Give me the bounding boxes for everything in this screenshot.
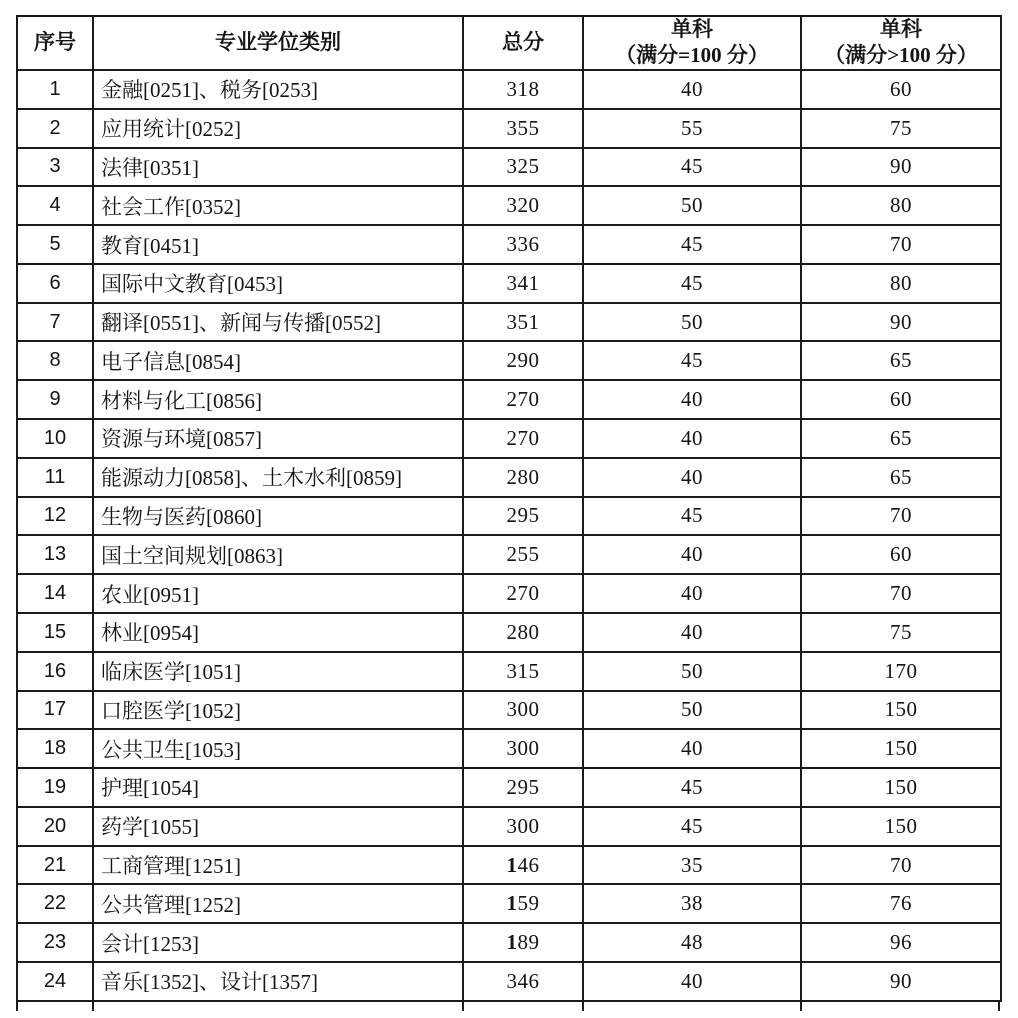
- single-over-100-cell: 70: [801, 846, 1001, 885]
- header-no: 序号: [17, 16, 93, 70]
- single-100-cell: 45: [583, 807, 801, 846]
- table-row: [17, 148, 1001, 187]
- single-100-cell: 38: [583, 884, 801, 923]
- row-number-cell: 16: [17, 652, 93, 691]
- category-cell: 口腔医学[1052]: [93, 691, 463, 730]
- total-score-cell: 280: [463, 613, 583, 652]
- total-score-cell: 341: [463, 264, 583, 303]
- row-number-cell: 1: [17, 70, 93, 109]
- total-score-cell: 355: [463, 109, 583, 148]
- table-row: [17, 303, 1001, 342]
- category-cell: 金融[0251]、税务[0253]: [93, 70, 463, 109]
- table-row: [17, 70, 1001, 109]
- single-100-cell: 40: [583, 613, 801, 652]
- single-over-100-cell: 90: [801, 303, 1001, 342]
- cutoff-row-line-stub: [92, 1001, 94, 1011]
- table-row: [17, 535, 1001, 574]
- table-row: [17, 962, 1001, 1001]
- single-100-cell: 40: [583, 535, 801, 574]
- table-row: [17, 884, 1001, 923]
- row-number-cell: 9: [17, 380, 93, 419]
- row-number-cell: 24: [17, 962, 93, 1001]
- total-score-cell: 255: [463, 535, 583, 574]
- table-row: [17, 574, 1001, 613]
- single-100-cell: 40: [583, 962, 801, 1001]
- total-score-cell: 270: [463, 419, 583, 458]
- table-row: [17, 652, 1001, 691]
- category-cell: 会计[1253]: [93, 923, 463, 962]
- single-100-cell: 40: [583, 458, 801, 497]
- header-single-subject-100: [583, 16, 801, 70]
- category-cell: 音乐[1352]、设计[1357]: [93, 962, 463, 1001]
- category-cell: 国际中文教育[0453]: [93, 264, 463, 303]
- category-cell: 临床医学[1051]: [93, 652, 463, 691]
- row-number-cell: 21: [17, 846, 93, 885]
- row-number-cell: 19: [17, 768, 93, 807]
- total-score-cell: 346: [463, 962, 583, 1001]
- header-single-subject-over-100-line2: （满分>100 分）: [824, 43, 978, 67]
- table-row: [17, 613, 1001, 652]
- table-row: [17, 807, 1001, 846]
- single-over-100-cell: 76: [801, 884, 1001, 923]
- table-row: [17, 419, 1001, 458]
- table-row: [17, 186, 1001, 225]
- single-over-100-cell: 75: [801, 613, 1001, 652]
- category-cell: 应用统计[0252]: [93, 109, 463, 148]
- category-cell: 教育[0451]: [93, 225, 463, 264]
- single-100-cell: 45: [583, 264, 801, 303]
- category-cell: 资源与环境[0857]: [93, 419, 463, 458]
- total-score-cell: 280: [463, 458, 583, 497]
- row-number-cell: 7: [17, 303, 93, 342]
- total-score-cell: 270: [463, 574, 583, 613]
- total-score-cell: 295: [463, 497, 583, 536]
- total-score-cell: 270: [463, 380, 583, 419]
- table-row: [17, 458, 1001, 497]
- category-cell: 能源动力[0858]、土木水利[0859]: [93, 458, 463, 497]
- single-over-100-cell: 150: [801, 768, 1001, 807]
- category-cell: 林业[0954]: [93, 613, 463, 652]
- table-header: [17, 16, 1001, 70]
- single-over-100-cell: 65: [801, 419, 1001, 458]
- single-100-cell: 48: [583, 923, 801, 962]
- category-cell: 公共管理[1252]: [93, 884, 463, 923]
- category-cell: 护理[1054]: [93, 768, 463, 807]
- total-score-cell: 318: [463, 70, 583, 109]
- single-over-100-cell: 80: [801, 186, 1001, 225]
- table-row: [17, 497, 1001, 536]
- category-cell: 法律[0351]: [93, 148, 463, 187]
- single-over-100-cell: 70: [801, 497, 1001, 536]
- total-score-cell: 300: [463, 729, 583, 768]
- category-cell: 公共卫生[1053]: [93, 729, 463, 768]
- score-table: [16, 15, 1002, 1002]
- cutoff-row-line-stub: [16, 1001, 18, 1011]
- single-100-cell: 50: [583, 691, 801, 730]
- table-row: [17, 691, 1001, 730]
- single-over-100-cell: 90: [801, 148, 1001, 187]
- single-100-cell: 40: [583, 70, 801, 109]
- total-score-cell: 300: [463, 807, 583, 846]
- cutoff-row-line-stub: [462, 1001, 464, 1011]
- row-number-cell: 14: [17, 574, 93, 613]
- single-over-100-cell: 170: [801, 652, 1001, 691]
- single-over-100-cell: 150: [801, 807, 1001, 846]
- row-number-cell: 4: [17, 186, 93, 225]
- single-over-100-cell: 150: [801, 729, 1001, 768]
- single-over-100-cell: 70: [801, 225, 1001, 264]
- row-number-cell: 10: [17, 419, 93, 458]
- category-cell: 生物与医药[0860]: [93, 497, 463, 536]
- row-number-cell: 23: [17, 923, 93, 962]
- header-single-subject-100-line1: 单科: [671, 17, 713, 42]
- row-number-cell: 6: [17, 264, 93, 303]
- cutoff-row-line-stub: [582, 1001, 584, 1011]
- row-number-cell: 3: [17, 148, 93, 187]
- category-cell: 材料与化工[0856]: [93, 380, 463, 419]
- category-cell: 电子信息[0854]: [93, 341, 463, 380]
- header-single-subject-over-100-line1: 单科: [880, 17, 922, 42]
- single-100-cell: 50: [583, 186, 801, 225]
- table-row: [17, 846, 1001, 885]
- single-over-100-cell: 65: [801, 341, 1001, 380]
- total-score-cell: 189: [463, 923, 583, 962]
- single-over-100-cell: 60: [801, 70, 1001, 109]
- single-100-cell: 45: [583, 341, 801, 380]
- row-number-cell: 2: [17, 109, 93, 148]
- category-cell: 翻译[0551]、新闻与传播[0552]: [93, 303, 463, 342]
- total-score-cell: 159: [463, 884, 583, 923]
- total-score-cell: 351: [463, 303, 583, 342]
- row-number-cell: 12: [17, 497, 93, 536]
- single-over-100-cell: 96: [801, 923, 1001, 962]
- row-number-cell: 15: [17, 613, 93, 652]
- total-score-cell: 146: [463, 846, 583, 885]
- single-over-100-cell: 60: [801, 535, 1001, 574]
- single-over-100-cell: 70: [801, 574, 1001, 613]
- single-over-100-cell: 75: [801, 109, 1001, 148]
- row-number-cell: 8: [17, 341, 93, 380]
- single-100-cell: 45: [583, 148, 801, 187]
- total-score-cell: 320: [463, 186, 583, 225]
- single-over-100-cell: 90: [801, 962, 1001, 1001]
- total-score-cell: 336: [463, 225, 583, 264]
- single-100-cell: 40: [583, 729, 801, 768]
- category-cell: 药学[1055]: [93, 807, 463, 846]
- single-100-cell: 45: [583, 497, 801, 536]
- category-cell: 社会工作[0352]: [93, 186, 463, 225]
- table-row: [17, 380, 1001, 419]
- table-row: [17, 341, 1001, 380]
- total-score-cell: 290: [463, 341, 583, 380]
- total-score-cell: 295: [463, 768, 583, 807]
- row-number-cell: 22: [17, 884, 93, 923]
- single-100-cell: 45: [583, 768, 801, 807]
- category-cell: 工商管理[1251]: [93, 846, 463, 885]
- table-header-row: [17, 16, 1001, 70]
- table-row: [17, 225, 1001, 264]
- total-score-cell: 325: [463, 148, 583, 187]
- single-over-100-cell: 60: [801, 380, 1001, 419]
- row-number-cell: 20: [17, 807, 93, 846]
- row-number-cell: 5: [17, 225, 93, 264]
- row-number-cell: 18: [17, 729, 93, 768]
- single-100-cell: 50: [583, 303, 801, 342]
- table-body: [17, 70, 1001, 1001]
- single-100-cell: 40: [583, 574, 801, 613]
- single-over-100-cell: 150: [801, 691, 1001, 730]
- table-row: [17, 923, 1001, 962]
- single-100-cell: 40: [583, 419, 801, 458]
- table-row: [17, 109, 1001, 148]
- total-score-cell: 315: [463, 652, 583, 691]
- single-100-cell: 55: [583, 109, 801, 148]
- single-100-cell: 50: [583, 652, 801, 691]
- row-number-cell: 17: [17, 691, 93, 730]
- header-single-subject-over-100: [801, 16, 1001, 70]
- cutoff-row-line-stub: [998, 1001, 1000, 1011]
- category-cell: 国土空间规划[0863]: [93, 535, 463, 574]
- single-100-cell: 40: [583, 380, 801, 419]
- row-number-cell: 13: [17, 535, 93, 574]
- row-number-cell: 11: [17, 458, 93, 497]
- table-row: [17, 768, 1001, 807]
- single-over-100-cell: 80: [801, 264, 1001, 303]
- single-100-cell: 45: [583, 225, 801, 264]
- header-total-score: 总分: [463, 16, 583, 70]
- header-single-subject-100-line2: （满分=100 分）: [615, 43, 769, 67]
- table-row: [17, 264, 1001, 303]
- table-row: [17, 729, 1001, 768]
- total-score-cell: 300: [463, 691, 583, 730]
- single-100-cell: 35: [583, 846, 801, 885]
- single-over-100-cell: 65: [801, 458, 1001, 497]
- header-category: 专业学位类别: [93, 16, 463, 70]
- cutoff-row-line-stub: [800, 1001, 802, 1011]
- category-cell: 农业[0951]: [93, 574, 463, 613]
